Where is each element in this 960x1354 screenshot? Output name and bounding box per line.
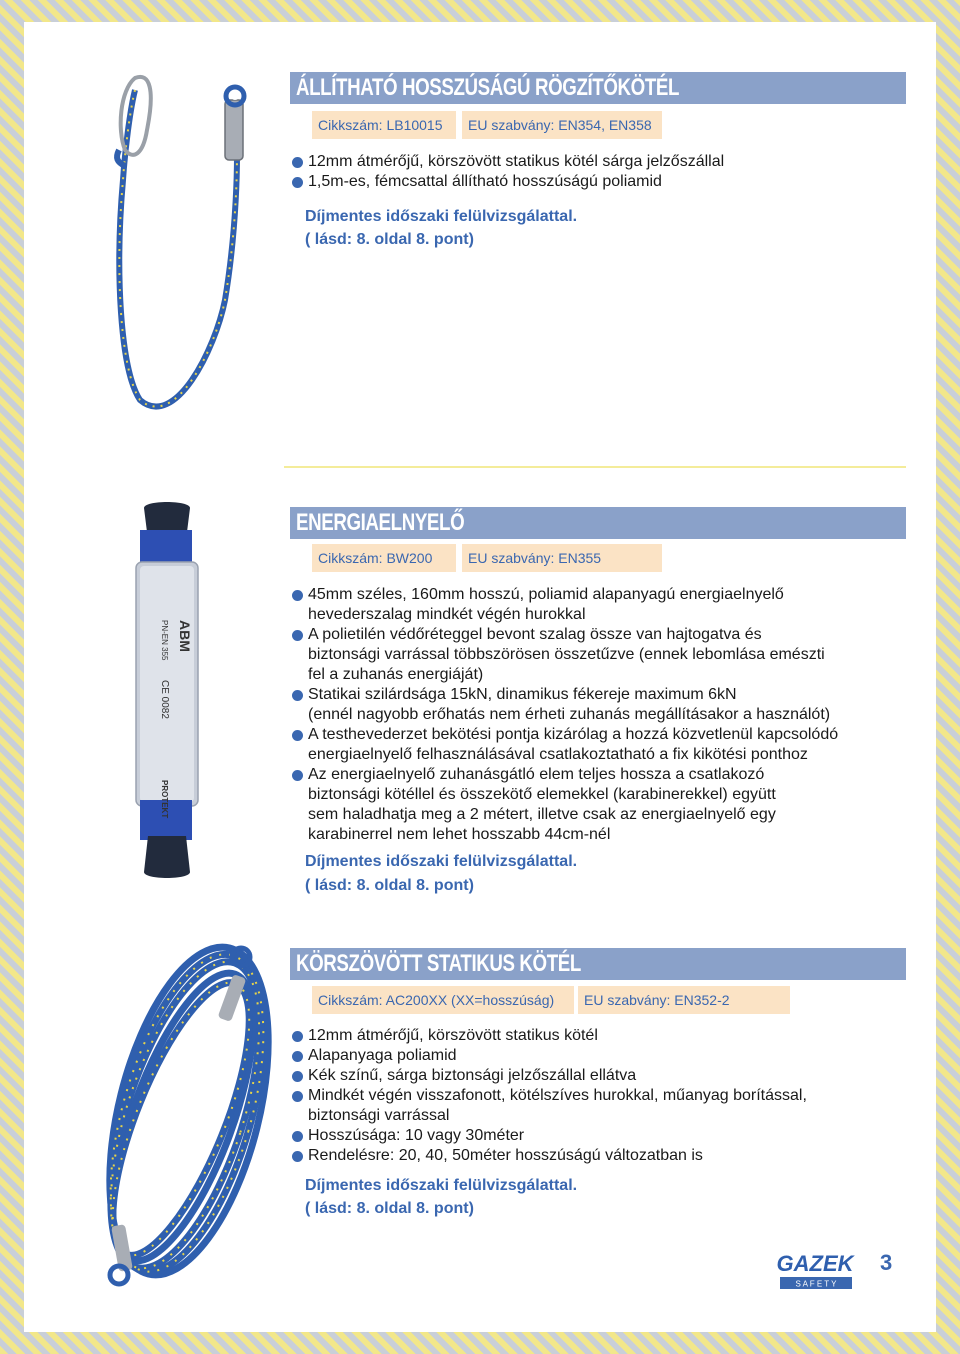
article-code-badge: Cikkszám: AC200XX (XX=hosszúság) [312, 986, 574, 1014]
article-code-badge: Cikkszám: LB10015 [312, 111, 456, 139]
inspection-reference: ( lásd: 8. oldal 8. pont) [305, 877, 474, 894]
feature-item: A polietilén védőréteggel bevont szalag össze van hajtogatva és biztonsági varrással többszörösen összetűzve (ennek lebomlása emészti fel a zuhanás energiáját) [290, 625, 910, 685]
inspection-note: Díjmentes időszaki felülvizsgálattal. [305, 853, 578, 870]
feature-item: 12mm átmérőjű, körszövött statikus kötél [290, 1026, 910, 1046]
feature-list [290, 585, 910, 845]
standard-badge: EU szabvány: EN355 [462, 544, 662, 572]
page-number: 3 [880, 1250, 893, 1275]
absorber-label-ce: CE 0082 [159, 680, 170, 719]
logo-subtitle: S A F E T Y [795, 1279, 837, 1289]
feature-item: Az energiaelnyelő zuhanásgátló elem teljes hossza a csatlakozó biztonsági kötéllel és összekötő elemekkel (karabinerekkel) együtt sem haladhatja meg a 2 métert, illetve csak az energiaelnyelő egy karabinerrel nem lehet hosszabb 44cm-nél [290, 765, 910, 845]
inspection-note: Díjmentes időszaki felülvizsgálattal. [305, 1177, 578, 1194]
section-title-energy-absorber: ENERGIAELNYELŐ [290, 507, 906, 539]
feature-item: Statikai szilárdsága 15kN, dinamikus fékereje maximum 6kN (ennél nagyobb erőhatás nem érheti zuhanás megállításakor a használót) [290, 685, 910, 725]
section-title-adjustable-lanyard: ÁLLÍTHATÓ HOSSZÚSÁGÚ RÖGZÍTŐKÖTÉL [290, 72, 906, 104]
static-rope-coil-image [95, 935, 275, 1295]
absorber-label-maker: PROTEKT [160, 780, 169, 819]
gazek-safety-logo [772, 1243, 858, 1303]
energy-absorber-image [130, 500, 220, 880]
standard-badge: EU szabvány: EN354, EN358 [462, 111, 662, 139]
absorber-label-brand: ABM [177, 620, 193, 652]
feature-item: 1,5m-es, fémcsattal állítható hosszúságú poliamid [290, 172, 910, 192]
section-divider [284, 466, 906, 468]
article-code-badge: Cikkszám: BW200 [312, 544, 456, 572]
feature-list [290, 152, 910, 192]
feature-item: Rendelésre: 20, 40, 50méter hosszúságú változatban is [290, 1146, 910, 1166]
adjustable-lanyard-image [95, 70, 265, 430]
feature-item: Kék színű, sárga biztonsági jelzőszállal ellátva [290, 1066, 910, 1086]
standard-badge: EU szabvány: EN352-2 [578, 986, 790, 1014]
absorber-label-standard: PN-EN 355 [160, 620, 169, 661]
feature-item: Mindkét végén visszafonott, kötélszíves hurokkal, műanyag borítással, biztonsági varrással [290, 1086, 910, 1126]
feature-item: 12mm átmérőjű, körszövött statikus kötél sárga jelzőszállal [290, 152, 910, 172]
feature-item: Alapanyaga poliamid [290, 1046, 910, 1066]
feature-list [290, 1026, 910, 1166]
logo-wordmark: GAZEK [776, 1251, 854, 1276]
inspection-reference: ( lásd: 8. oldal 8. pont) [305, 231, 474, 248]
feature-item: Hosszúsága: 10 vagy 30méter [290, 1126, 910, 1146]
section-title-static-rope: KÖRSZÖVÖTT STATIKUS KÖTÉL [290, 948, 906, 980]
inspection-note: Díjmentes időszaki felülvizsgálattal. [305, 208, 578, 225]
feature-item: A testhevederzet bekötési pontja kizárólag a hozzá közvetlenül kapcsolódó energiaelnyelő felhasználásával csatlakoztatható a fix kikötési ponthoz [290, 725, 910, 765]
inspection-reference: ( lásd: 8. oldal 8. pont) [305, 1200, 474, 1217]
feature-item: 45mm széles, 160mm hosszú, poliamid alapanyagú energiaelnyelő hevederszalag mindkét végén hurokkal [290, 585, 910, 625]
